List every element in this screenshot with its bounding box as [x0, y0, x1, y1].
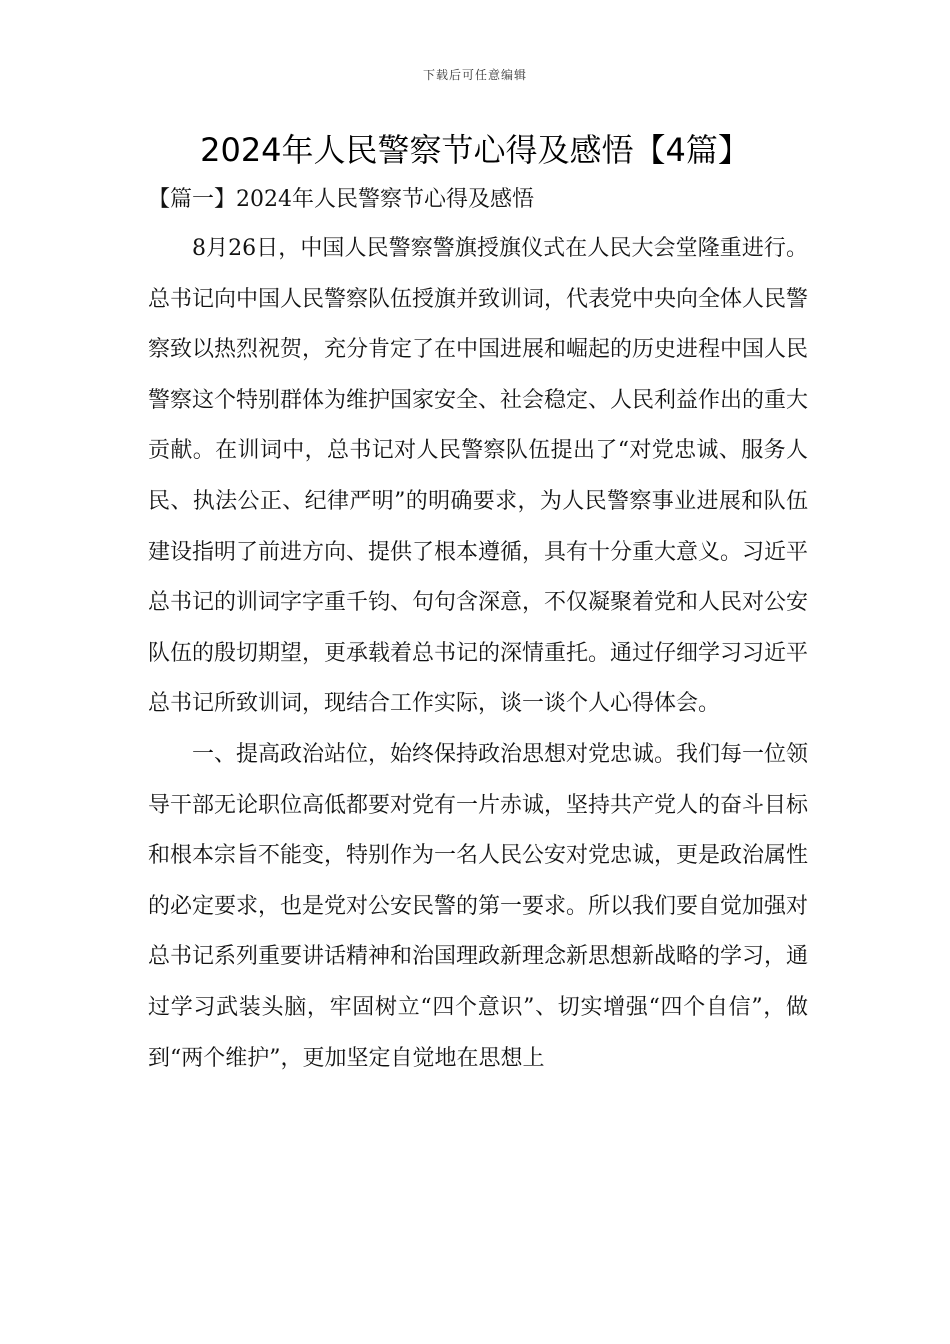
header-note: 下载后可任意编辑	[422, 68, 527, 82]
document-body	[148, 224, 808, 1084]
paragraph: 一、提高政治站位，始终保持政治思想对党忠诚。我们每一位领导干部无论职位高低都要对党有一片赤诚，坚持共产党人的奋斗目标和根本宗旨不能变，特别作为一名人民公安对党忠诚，更是政治属性的必定要求，也是党对公安民警的第一要求。所以我们要自觉加强对总书记系列重要讲话精神和治国理政新理念新思想新战略的学习，通过学习武装头脑，牢固树立“四个意识”、切实增强“四个自信”，做到“两个维护”，更加坚定自觉地在思想上	[148, 741, 809, 1071]
section-heading: 【篇一】2024年人民警察节心得及感悟	[148, 187, 534, 212]
paragraph: 8月26日，中国人民警察警旗授旗仪式在人民大会堂隆重进行。总书记向中国人民警察队伍授旗并致训词，代表党中央向全体人民警察致以热烈祝贺，充分肯定了在中国进展和崛起的历史进程中国人民警察这个特别群体为维护国家安全、社会稳定、人民利益作出的重大贡献。在训词中，总书记对人民警察队伍提出了“对党忠诚、服务人民、执法公正、纪律严明”的明确要求，为人民警察事业进展和队伍建设指明了前进方向、提供了根本遵循，具有十分重大意义。习近平总书记的训词字字重千钧、句句含深意，不仅凝聚着党和人民对公安队伍的殷切期望，更承载着总书记的深情重托。通过仔细学习习近平总书记所致训词，现结合工作实际，谈一谈个人心得体会。	[148, 236, 809, 717]
document-title: 2024年人民警察节心得及感悟【4篇】	[200, 131, 750, 169]
